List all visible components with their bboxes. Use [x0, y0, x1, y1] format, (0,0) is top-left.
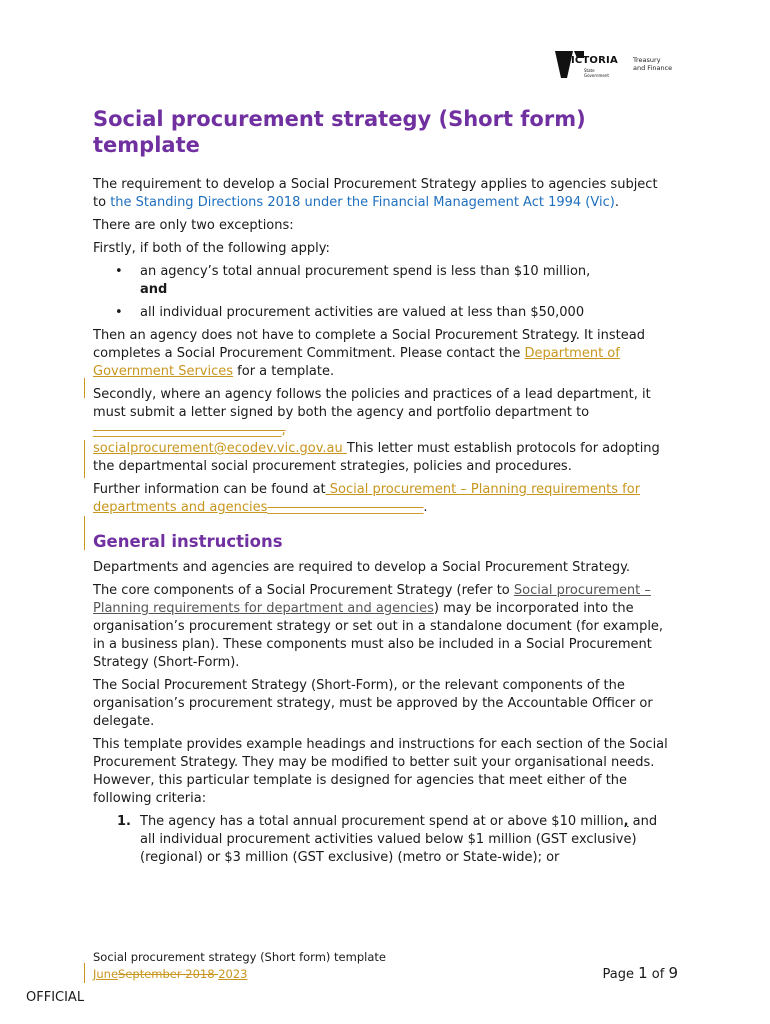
victoria-government-logo: [553, 46, 683, 86]
logo-subtitle: State Government: [584, 68, 609, 78]
list-item: • all individual procurement activities are valued at less than $50,000: [115, 305, 585, 320]
footer-title: Social procurement strategy (Short form) template: [93, 950, 386, 964]
list-item: • an agency’s total annual procurement spend is less than $10 million, and: [115, 264, 591, 297]
logo-wordmark: VICTORIA: [563, 55, 618, 66]
then-paragraph: Then an agency does not have to complete a Social Procurement Strategy. It instead completes a Social Procurement Commitment. Please contact the Department of Government Services for a template.: [93, 328, 645, 379]
classification-label: OFFICIAL: [26, 990, 85, 1005]
planning-requirements-link[interactable]: Social procurement – Planning requirements for departments and agencies: [93, 482, 641, 515]
further-info-paragraph: Further information can be found at Social procurement – Planning requirements for departments and agencies________________________.: [93, 482, 641, 515]
change-bar: [84, 963, 85, 983]
general-paragraph-1: Departments and agencies are required to develop a Social Procurement Strategy.: [93, 560, 631, 575]
general-instructions-heading: General instructions: [93, 532, 283, 551]
change-bar: [84, 378, 85, 398]
general-paragraph-2: The core components of a Social Procurement Strategy (refer to Social procurement – Planning requirements for department and agencies) may be incorporated into the organisation’s procurement strategy or set out in a standalone document (for example, in a business plan). These components must also be included in a Social Procurement Strategy (Short-Form).: [93, 583, 664, 670]
logo-department: Treasury and Finance: [633, 56, 673, 72]
intro-paragraph: The requirement to develop a Social Procurement Strategy applies to agencies subject to the Standing Directions 2018 under the Financial Management Act 1994 (Vic).: [93, 177, 658, 210]
exception-conditions-list: [93, 263, 668, 322]
general-paragraph-3: The Social Procurement Strategy (Short-Form), or the relevant components of the organisation’s procurement strategy, must be approved by the Accountable Officer or delegate.: [93, 678, 653, 729]
department-link[interactable]: Department of Government Services: [93, 346, 620, 379]
page-number: Page 1 of 9: [602, 964, 678, 982]
footer-date: JuneSeptember 2018 2023: [93, 967, 248, 981]
list-item: 1. The agency has a total annual procurement spend at or above $10 million, and all individual procurement activities valued below $1 million (GST exclusive) (regional) or $3 million (GST exclusive) (metro or State-wide); or: [117, 814, 658, 865]
deleted-text: ________________________: [267, 500, 424, 515]
change-bar: [84, 516, 85, 550]
document-body: [93, 106, 668, 867]
general-paragraph-4: This template provides example headings and instructions for each section of the Social Procurement Strategy. They may be modified to better suit your organisational needs. However, this particular template is designed for agencies that meet either of the following criteria:: [93, 737, 668, 806]
standing-directions-link[interactable]: the Standing Directions 2018 under the Financial Management Act 1994 (Vic): [110, 195, 615, 210]
bullet-icon: •: [115, 305, 123, 320]
secondly-paragraph: Secondly, where an agency follows the policies and practices of a lead department, it must submit a letter signed by both the agency and portfolio department to _____________________________, socialprocurement@ecodev.vic.gov.au This letter must establish protocols for adopting the departmental social procurement strategies, policies and procedures.: [93, 387, 660, 474]
change-bar: [84, 440, 85, 478]
page-footer: [93, 949, 683, 982]
criteria-list: [93, 813, 668, 867]
exceptions-line: There are only two exceptions:: [93, 218, 294, 233]
page-title: Social procurement strategy (Short form) template: [93, 107, 586, 157]
deleted-text: _____________________________: [93, 423, 282, 438]
bullet-icon: •: [115, 264, 123, 279]
social-procurement-link[interactable]: Social procurement – Planning requirements for department and agencies: [93, 583, 651, 616]
firstly-line: Firstly, if both of the following apply:: [93, 241, 330, 256]
email-link[interactable]: socialprocurement@ecodev.vic.gov.au: [93, 441, 347, 456]
